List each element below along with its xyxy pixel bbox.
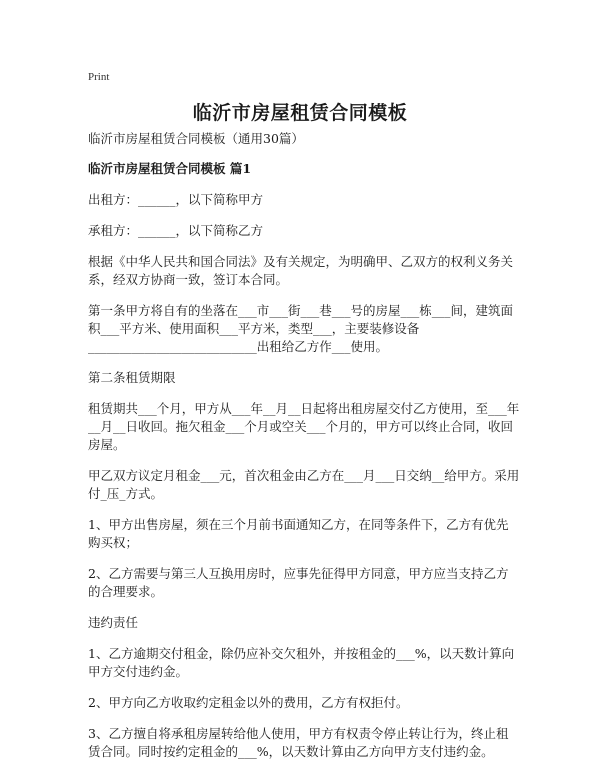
paragraph-article-1: 第一条甲方将自有的坐落在___市___街___巷___号的房屋___栋___间，建筑面积___平方米、使用面积___平方米，类型___，主要装修设备___________________________出租给乙方作___使用。 [88,303,514,354]
paragraph-article-2-heading: 第二条租赁期限 [88,370,176,385]
paragraph-lessee: 承租方：______，以下简称乙方 [88,223,264,238]
paragraph-basis: 根据《中华人民共和国合同法》及有关规定，为明确甲、乙双方的权利义务关系，经双方协商一致，签订本合同。 [88,254,514,287]
paragraph-clause-2: 2、乙方需要与第三人互换用房时，应事先征得甲方同意，甲方应当支持乙方的合理要求。 [88,566,509,599]
print-link[interactable]: Print [88,71,110,83]
paragraph-rent: 甲乙双方议定月租金___元，首次租金由乙方在___月___日交纳__给甲方。采用付_压_方式。 [88,468,520,501]
document-title: 临沂市房屋租赁合同模板 [192,102,408,124]
paragraph-breach-3: 3、乙方擅自将承租房屋转给他人使用，甲方有权责令停止转让行为，终止租赁合同。同时按约定租金的___%，以天数计算由乙方向甲方支付违约金。 [88,726,509,759]
paragraph-lease-term: 租赁期共___个月，甲方从___年__月__日起将出租房屋交付乙方使用，至___年__月__日收回。拖欠租金___个月或空关___个月的，甲方可以终止合同，收回房屋。 [88,401,520,452]
section-heading: 临沂市房屋租赁合同模板 篇1 [88,161,252,176]
document-body [88,130,520,774]
paragraph-breach-heading: 违约责任 [88,615,139,630]
paragraph-breach-2: 2、甲方向乙方收取约定租金以外的费用，乙方有权拒付。 [88,695,409,710]
document-subtitle: 临沂市房屋租赁合同模板（通用30篇） [88,131,304,146]
paragraph-lessor: 出租方：______，以下简称甲方 [88,192,264,207]
paragraph-breach-1: 1、乙方逾期交付租金，除仍应补交欠租外，并按租金的___%，以天数计算向甲方交付违约金。 [88,646,515,679]
paragraph-clause-1: 1、甲方出售房屋，须在三个月前书面通知乙方，在同等条件下，乙方有优先购买权； [88,517,509,550]
